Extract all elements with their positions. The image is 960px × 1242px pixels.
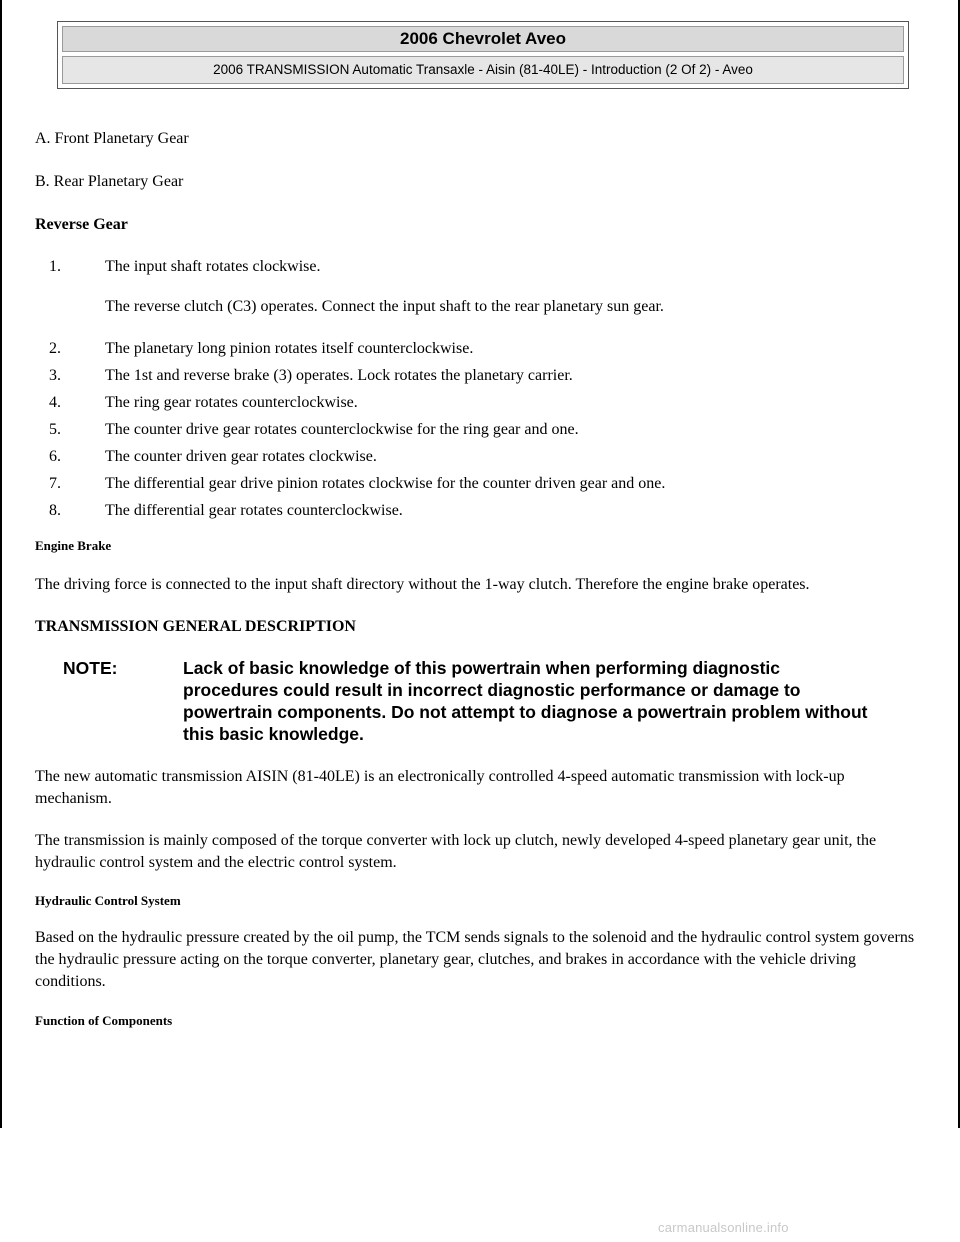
step-number: 1. <box>49 258 61 275</box>
step-item <box>35 446 915 468</box>
document-body <box>35 128 915 1030</box>
step-text: The input shaft rotates clockwise. <box>105 258 321 275</box>
watermark: carmanualsonline.info <box>658 1220 789 1235</box>
step-item <box>35 500 915 522</box>
general-description-heading: TRANSMISSION GENERAL DESCRIPTION <box>35 618 356 635</box>
step-item <box>35 473 915 495</box>
step-item <box>35 365 915 387</box>
document-subtitle: 2006 TRANSMISSION Automatic Transaxle - Aisin (81-40LE) - Introduction (2 Of 2) - Aveo <box>62 56 904 84</box>
note-box <box>35 657 915 745</box>
function-heading: Function of Components <box>35 1013 173 1028</box>
engine-brake-heading: Engine Brake <box>35 538 112 553</box>
general-paragraph-1: The new automatic transmission AISIN (81-40LE) is an electronically controlled 4-speed automatic transmission with lock-up mechanism. <box>35 768 845 807</box>
step-number: 7. <box>49 475 61 492</box>
step-item <box>35 419 915 441</box>
legend-item-a: A. Front Planetary Gear <box>35 130 189 147</box>
step-text: The counter drive gear rotates counterclockwise for the ring gear and one. <box>105 421 579 438</box>
hydraulic-heading: Hydraulic Control System <box>35 893 181 908</box>
legend-item-b: B. Rear Planetary Gear <box>35 173 184 190</box>
step-text: The 1st and reverse brake (3) operates. Lock rotates the planetary carrier. <box>105 367 573 384</box>
step-number: 4. <box>49 394 61 411</box>
hydraulic-text: Based on the hydraulic pressure created by the oil pump, the TCM sends signals to the solenoid and the hydraulic control system governs the hydraulic pressure acting on the torque converter, planetary gear, clutches, and brakes in accordance with the vehicle driving conditions. <box>35 929 915 990</box>
engine-brake-text: The driving force is connected to the input shaft directory without the 1-way clutch. Therefore the engine brake operates. <box>35 576 810 593</box>
step-text: The planetary long pinion rotates itself counterclockwise. <box>105 340 474 357</box>
step-item <box>35 338 915 360</box>
general-paragraph-2: The transmission is mainly composed of the torque converter with lock up clutch, newly developed 4-speed planetary gear unit, the hydraulic control system and the electric control system. <box>35 832 877 871</box>
step-text: The counter driven gear rotates clockwise. <box>105 448 377 465</box>
step-item <box>35 392 915 414</box>
step-number: 3. <box>49 367 61 384</box>
step-text: The ring gear rotates counterclockwise. <box>105 394 358 411</box>
note-text: Lack of basic knowledge of this powertrain when performing diagnostic procedures could result in incorrect diagnostic performance or damage to powertrain components. Do not attempt to diagnose a powertrain problem without this basic knowledge. <box>183 658 868 744</box>
step-number: 2. <box>49 340 61 357</box>
step-number: 6. <box>49 448 61 465</box>
step-item <box>35 256 915 318</box>
document-header <box>57 21 909 89</box>
note-label: NOTE: <box>63 658 118 678</box>
step-text: The differential gear drive pinion rotates clockwise for the counter driven gear and one. <box>105 475 666 492</box>
reverse-gear-steps <box>35 256 915 522</box>
document-title: 2006 Chevrolet Aveo <box>62 26 904 52</box>
step-number: 8. <box>49 502 61 519</box>
step-subtext: The reverse clutch (C3) operates. Connect the input shaft to the rear planetary sun gear. <box>105 298 664 315</box>
reverse-gear-heading: Reverse Gear <box>35 216 128 233</box>
step-text: The differential gear rotates counterclockwise. <box>105 502 403 519</box>
step-number: 5. <box>49 421 61 438</box>
page-border-left <box>0 0 2 1128</box>
